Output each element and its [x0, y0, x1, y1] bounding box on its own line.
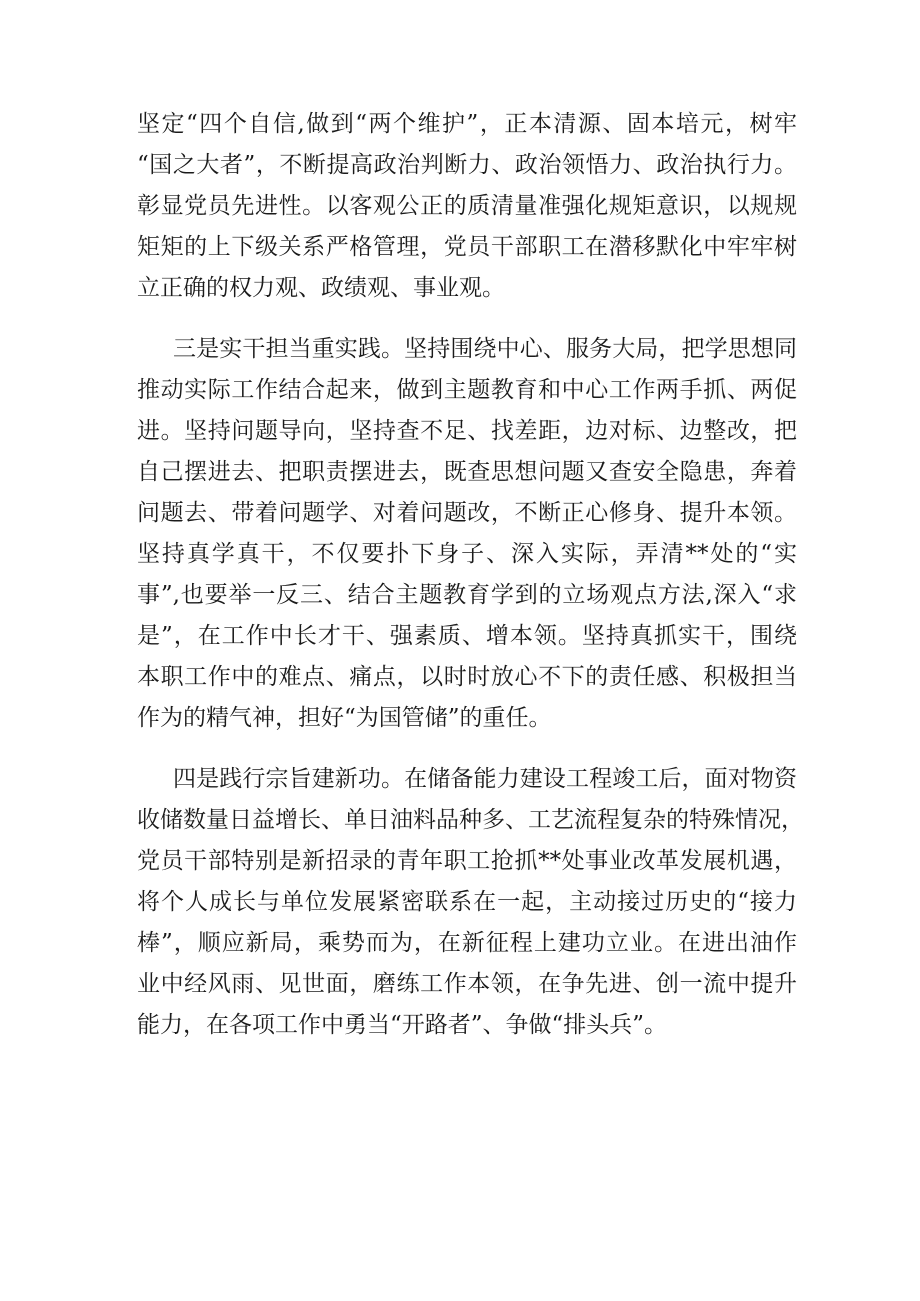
- text-line: 矩矩的上下级关系严格管理，党员干部职工在潜移默化中牢牢树: [137, 234, 797, 260]
- paragraph-1: [137, 104, 797, 309]
- text-line: 问题去、带着问题学、对着问题改，不断正心修身、提升本领。: [137, 500, 797, 526]
- text-line: 坚定“四个自信,做到“两个维护”，正本清源、固本培元，树牢: [137, 111, 797, 137]
- text-line: 收储数量日益增长、单日油料品种多、工艺流程复杂的特殊情况，: [137, 807, 804, 833]
- text-line: 自己摆进去、把职责摆进去，既查思想问题又查安全隐患，奔着: [137, 459, 797, 485]
- paragraph-2: [137, 329, 797, 739]
- text-line: 党员干部特别是新招录的青年职工抢抓**处事业改革发展机遇，: [137, 848, 797, 874]
- text-line: 将个人成长与单位发展紧密联系在一起，主动接过历史的“接力: [137, 889, 797, 915]
- text-line: “国之大者”，不断提高政治判断力、政治领悟力、政治执行力。: [137, 152, 797, 178]
- text-line: 进。坚持问题导向，坚持查不足、找差距，边对标、边整改，把: [137, 418, 797, 444]
- text-line: 彰显党员先进性。以客观公正的质清量准强化规矩意识，以规规: [137, 193, 797, 219]
- text-line: 业中经风雨、见世面，磨练工作本领，在争先进、创一流中提升: [137, 971, 797, 997]
- text-line: 能力，在各项工作中勇当“开路者”、争做“排头兵”。: [137, 1012, 668, 1038]
- text-line: 坚持真学真干，不仅要扑下身子、深入实际，弄清**处的“实: [137, 541, 797, 567]
- document-body: [137, 104, 804, 1066]
- text-line: 立正确的权力观、政绩观、事业观。: [137, 275, 505, 301]
- text-line: 三是实干担当重实践。坚持围绕中心、服务大局，把学思想同: [173, 336, 797, 362]
- text-line: 事”,也要举一反三、结合主题教育学到的立场观点方法,深入“求: [137, 582, 797, 608]
- text-line: 棒”，顺应新局，乘势而为，在新征程上建功立业。在进出油作: [137, 930, 797, 956]
- text-line: 本职工作中的难点、痛点，以时时放心不下的责任感、积极担当: [137, 664, 797, 690]
- paragraph-3: [137, 759, 804, 1046]
- text-line: 推动实际工作结合起来，做到主题教育和中心工作两手抓、两促: [137, 377, 797, 403]
- text-line: 作为的精气神，担好“为国管储”的重任。: [137, 705, 552, 731]
- text-line: 是”，在工作中长才干、强素质、增本领。坚持真抓实干，围绕: [137, 623, 797, 649]
- text-line: 四是践行宗旨建新功。在储备能力建设工程竣工后，面对物资: [173, 766, 797, 792]
